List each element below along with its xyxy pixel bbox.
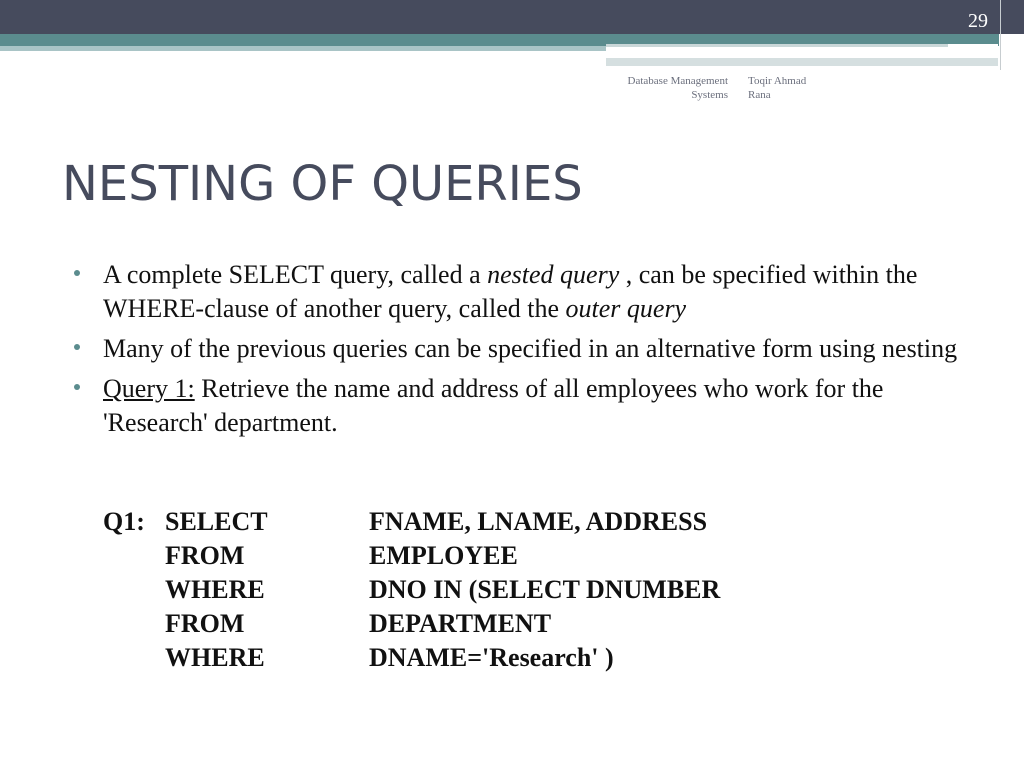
- header-shelf-lower: [606, 58, 998, 66]
- bullet-item: [74, 258, 974, 326]
- code-value: EMPLOYEE: [369, 541, 518, 570]
- slide-title: NESTING OF QUERIES: [62, 156, 583, 212]
- bullet-italic-term: outer query: [565, 294, 687, 323]
- code-keyword: WHERE: [165, 575, 265, 604]
- bullet-text: Many of the previous queries can be specified in an alternative form using nesting: [103, 334, 958, 363]
- footer-author-line2: Rana: [748, 89, 771, 101]
- bullet-dot-icon: [74, 384, 80, 390]
- slide-number: 29: [968, 10, 988, 32]
- code-value: DNAME='Research' ): [369, 643, 614, 672]
- footer-course-line1: Database Management: [627, 75, 728, 87]
- code-keyword: WHERE: [165, 643, 265, 672]
- code-keyword: FROM: [165, 609, 245, 638]
- bullet-text: , can be specified within the WHERE-clause of another query, called the: [103, 260, 918, 323]
- code-label: Q1:: [103, 507, 145, 536]
- header-corner: [999, 34, 1024, 72]
- accent-band-light: [0, 46, 608, 51]
- bullet-dot-icon: [74, 344, 80, 350]
- bullet-italic-term: nested query: [487, 260, 620, 289]
- bullet-item: [74, 372, 974, 440]
- header-shelf: [606, 44, 998, 58]
- query-label: Query 1:: [103, 374, 195, 403]
- code-value: FNAME, LNAME, ADDRESS: [369, 507, 708, 536]
- header-bar: [0, 0, 1024, 34]
- bullet-text: Retrieve the name and address of all employees who work for the 'Research' department.: [103, 374, 884, 437]
- code-value: DEPARTMENT: [369, 609, 552, 638]
- footer-author-line1: Toqir Ahmad: [748, 75, 807, 87]
- code-keyword: FROM: [165, 541, 245, 570]
- bullet-text: A complete SELECT query, called a: [103, 260, 488, 289]
- code-value: DNO IN (SELECT DNUMBER: [369, 575, 721, 604]
- header-divider: [1000, 0, 1001, 70]
- code-keyword: SELECT: [165, 507, 268, 536]
- bullet-dot-icon: [74, 270, 80, 276]
- header-shelf-line: [606, 44, 948, 47]
- footer-author: [748, 74, 838, 102]
- bullet-item: [74, 332, 974, 366]
- footer-course-line2: Systems: [691, 89, 728, 101]
- bullet-list: [74, 258, 974, 446]
- footer-course: [600, 74, 728, 102]
